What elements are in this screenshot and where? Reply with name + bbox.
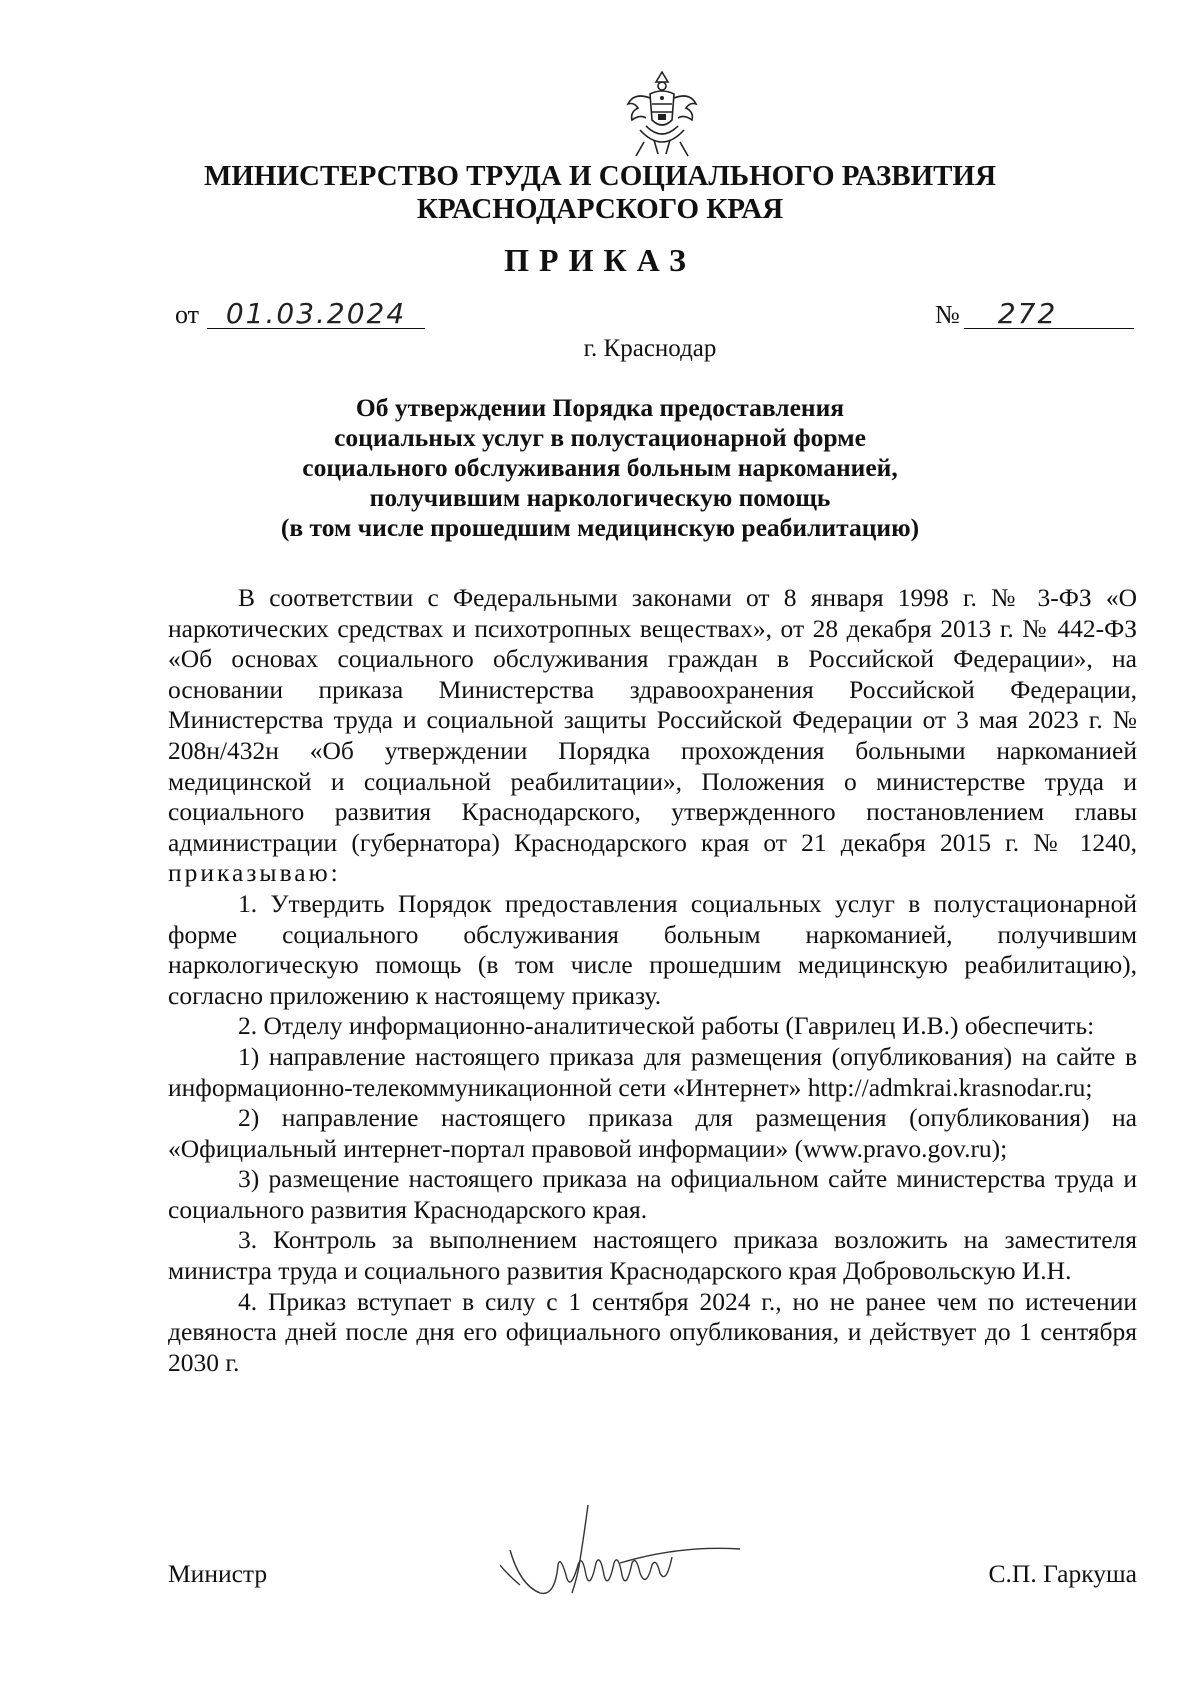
- title-line2: социальных услуг в полустационарной форме: [334, 423, 866, 452]
- paragraph-4: 4. Приказ вступает в силу с 1 сентября 2024 г., но не ранее чем по истечении девяноста дней после дня его официального опубликования, и действует до 1 сентября 2030 г.: [168, 1286, 1137, 1377]
- coat-of-arms-icon: [620, 68, 704, 160]
- title-line3: социального обслуживания больным наркоманией,: [302, 453, 898, 482]
- paragraph-2-1: 1) направление настоящего приказа для размещения (опубликования) на сайте в информационно-телекоммуникационной сети «Интернет» http://admkrai.krasnodar.ru;: [168, 1041, 1137, 1102]
- preamble-paragraph: [168, 583, 1137, 889]
- signer-position: Министр: [168, 1559, 268, 1588]
- number-value: 272: [964, 300, 1134, 329]
- number-field: [935, 297, 1134, 330]
- paragraph-2-2: 2) направление настоящего приказа для размещения (опубликования) на «Официальный интернет-портал правовой информации» (www.pravo.gov.ru);: [168, 1103, 1137, 1163]
- ministry-name-line2: КРАСНОДАРСКОГО КРАЯ: [416, 193, 784, 225]
- date-prefix: от: [175, 300, 200, 329]
- document-type: ПРИКАЗ: [504, 242, 696, 278]
- document-title: [0, 393, 1200, 543]
- paragraph-2: 2. Отделу информационно-аналитической работы (Гаврилец И.В.) обеспечить:: [238, 1011, 1095, 1041]
- date-value: 01.03.2024: [207, 300, 425, 329]
- paragraph-1: 1. Утвердить Порядок предоставления социальных услуг в полустационарной форме социального обслуживания больным наркоманией, получившим наркологическую помощь (в том числе прошедшим медицинскую реабилитацию), согласно приложению к настоящему приказу.: [168, 888, 1137, 1010]
- title-line5: (в том числе прошедшим медицинскую реабилитацию): [280, 513, 920, 542]
- city: г. Краснодар: [583, 335, 717, 362]
- document-body: [168, 583, 1137, 1378]
- signature-block: [168, 1559, 1137, 1589]
- number-prefix: №: [935, 300, 960, 329]
- title-line1: Об утверждении Порядка предоставления: [355, 393, 845, 422]
- preamble-text: В соответствии с Федеральными законами от 8 января 1998 г. № 3-ФЗ «О наркотических средствах и психотропных веществах», от 28 декабря 2013 г. № 442-ФЗ «Об основах социального обслуживания граждан в Российской Федерации», на основании приказа Министерства здравоохранения Российской Федерации, Министерства труда и социальной защиты Российской Федерации от 3 мая 2023 г. № 208н/432н «Об утверждении Порядка прохождения больными наркоманией медицинской и социальной реабилитации», Положения о министерстве труда и социального развития Краснодарского, утвержденного постановлением главы администрации (губернатора) Краснодарского края от 21 декабря 2015 г. № 1240,: [168, 583, 1137, 857]
- ministry-name-line1: МИНИСТЕРСТВО ТРУДА И СОЦИАЛЬНОГО РАЗВИТИЯ: [203, 160, 997, 192]
- paragraph-3: 3. Контроль за выполнением настоящего приказа возложить на заместителя министра труда и социального развития Краснодарского края Добровольскую И.Н.: [168, 1225, 1137, 1286]
- ministry-name: [0, 160, 1200, 226]
- signer-name: С.П. Гаркуша: [988, 1559, 1137, 1588]
- title-line4: получившим наркологическую помощь: [369, 483, 831, 512]
- date-field: [175, 297, 425, 330]
- paragraph-2-3: 3) размещение настоящего приказа на официальном сайте министерства труда и социального развития Краснодарского края.: [168, 1164, 1137, 1224]
- preamble-verb: приказываю:: [168, 858, 341, 888]
